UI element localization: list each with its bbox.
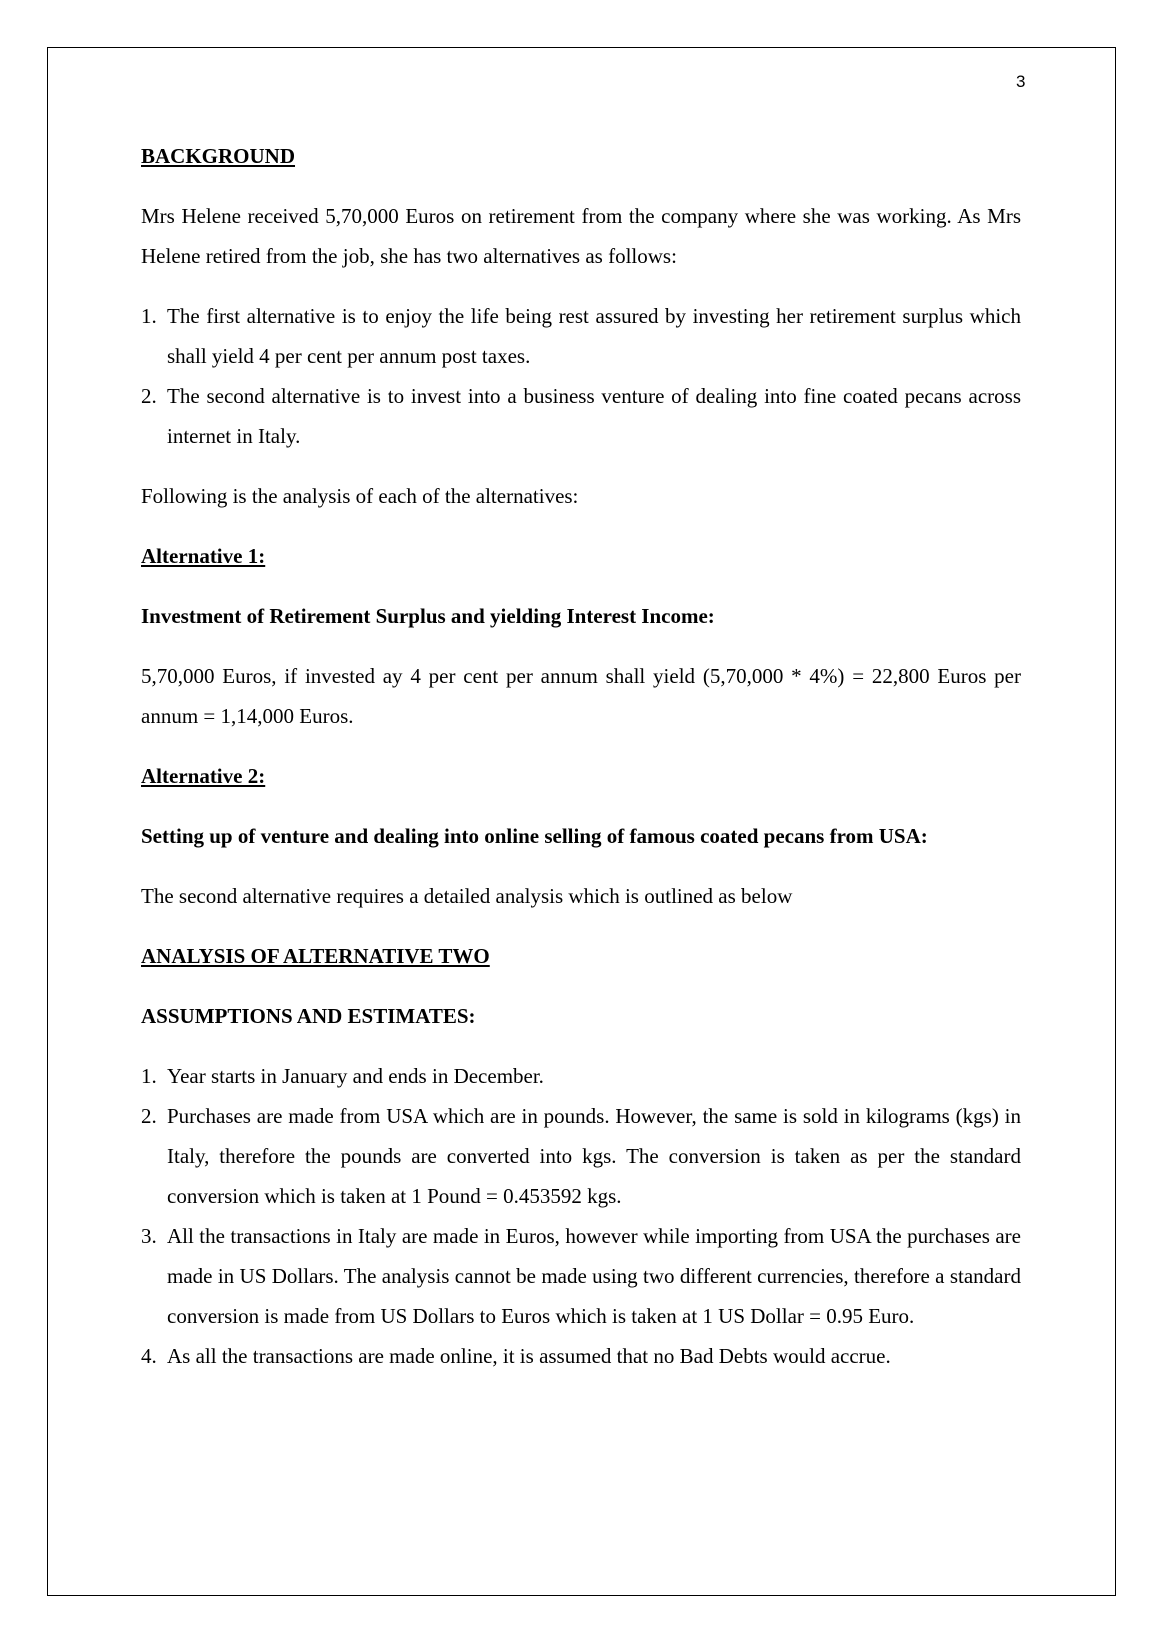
- alternatives-list: [141, 296, 1021, 456]
- list-number: 3.: [141, 1224, 157, 1248]
- list-item: [141, 1336, 1021, 1376]
- alternative-1-heading: Alternative 1:: [141, 544, 266, 568]
- alternative-1-text: 5,70,000 Euros, if invested ay 4 per cent per annum shall yield (5,70,000 * 4%) = 22,800 Euros per annum = 1,14,000 Euros.: [141, 664, 1021, 728]
- list-item: [141, 1216, 1021, 1336]
- list-item: [141, 1096, 1021, 1216]
- list-number: 2.: [141, 1104, 157, 1128]
- analysis-intro: Following is the analysis of each of the alternatives:: [141, 484, 579, 508]
- assumptions-list: [141, 1056, 1021, 1376]
- list-item-text: The second alternative is to invest into a business venture of dealing into fine coated pecans across internet in Italy.: [167, 384, 1021, 448]
- list-item: [141, 296, 1021, 376]
- list-number: 2.: [141, 384, 157, 408]
- alternative-2-subheading: Setting up of venture and dealing into online selling of famous coated pecans from USA:: [141, 824, 928, 848]
- list-item-text: Year starts in January and ends in December.: [167, 1064, 544, 1088]
- list-item-text: Purchases are made from USA which are in pounds. However, the same is sold in kilograms (kgs) in Italy, therefore the pounds are converted into kgs. The conversion is taken as per the standard conversion which is taken at 1 Pound = 0.453592 kgs.: [167, 1104, 1021, 1208]
- analysis-heading: ANALYSIS OF ALTERNATIVE TWO: [141, 944, 490, 968]
- assumptions-heading: ASSUMPTIONS AND ESTIMATES:: [141, 1004, 476, 1028]
- list-number: 4.: [141, 1344, 157, 1368]
- document-body: [141, 136, 1021, 1396]
- list-item: [141, 1056, 1021, 1096]
- alternative-1-subheading: Investment of Retirement Surplus and yielding Interest Income:: [141, 604, 715, 628]
- background-heading: BACKGROUND: [141, 144, 296, 168]
- background-intro: Mrs Helene received 5,70,000 Euros on retirement from the company where she was working. As Mrs Helene retired from the job, she has two alternatives as follows:: [141, 204, 1021, 268]
- alternative-2-heading: Alternative 2:: [141, 764, 266, 788]
- list-item-text: The first alternative is to enjoy the life being rest assured by investing her retirement surplus which shall yield 4 per cent per annum post taxes.: [167, 304, 1021, 368]
- list-item-text: As all the transactions are made online, it is assumed that no Bad Debts would accrue.: [167, 1344, 891, 1368]
- alternative-2-text: The second alternative requires a detailed analysis which is outlined as below: [141, 884, 793, 908]
- list-number: 1.: [141, 304, 157, 328]
- list-item-text: All the transactions in Italy are made in Euros, however while importing from USA the purchases are made in US Dollars. The analysis cannot be made using two different currencies, therefore a standard conversion is made from US Dollars to Euros which is taken at 1 US Dollar = 0.95 Euro.: [167, 1224, 1021, 1328]
- page-number: 3: [1016, 72, 1026, 91]
- list-item: [141, 376, 1021, 456]
- list-number: 1.: [141, 1064, 157, 1088]
